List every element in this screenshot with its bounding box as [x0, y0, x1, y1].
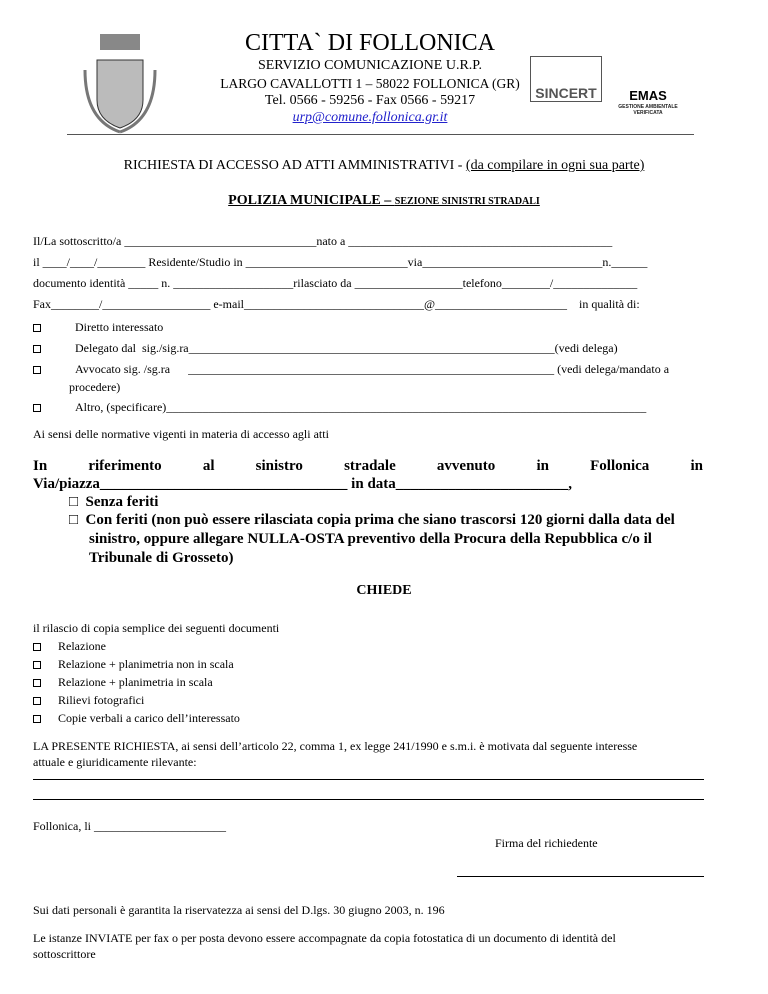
signature-label: Firma del richiedente — [495, 836, 598, 850]
place-date[interactable]: Follonica, li ______________________ — [33, 819, 226, 833]
field-line[interactable]: Fax________/__________________ e-mail______________________________@______________________ in qualità di: — [33, 297, 640, 311]
service-name: SERVIZIO COMUNICAZIONE U.R.P. — [257, 58, 483, 73]
emas-logo: EMAS — [629, 88, 667, 103]
sincert-logo: SINCERT — [530, 56, 602, 102]
role-label: procedere) — [69, 380, 121, 394]
phone: Tel. 0566 - 59256 - Fax 0566 - 59217 — [264, 93, 476, 108]
option-injuries[interactable]: □ Con feriti (non può essere rilasciata copia prima che siano trascorsi 120 giorni dalla data del — [69, 512, 675, 528]
doc-label: Rilievi fotografici — [58, 693, 145, 707]
interest-line[interactable] — [33, 779, 704, 780]
doc-label: Relazione — [58, 639, 106, 653]
interest-line[interactable] — [33, 799, 704, 800]
footer-note: sottoscrittore — [33, 947, 96, 961]
section-title: POLIZIA MUNICIPALE – SEZIONE SINISTRI STRADALI — [228, 193, 540, 208]
option-no-injuries[interactable]: □ Senza feriti — [69, 494, 159, 510]
option-injuries-cont: sinistro, oppure allegare NULLA-OSTA preventivo della Procura della Repubblica c/o il — [89, 531, 652, 547]
role-label: Altro, (specificare)________________________________________________________________________________ — [75, 400, 647, 414]
request-title: RICHIESTA DI ACCESSO AD ATTI AMMINISTRATIVI - (da compilare in ogni sua parte) — [123, 158, 645, 173]
footer-note: Le istanze INVIATE per fax o per posta devono essere accompagnate da copia fotostatica di un documento di identità del — [33, 931, 616, 945]
emas-subtitle: GESTIONE AMBIENTALE VERIFICATA — [618, 104, 678, 116]
role-label: Diretto interessato — [75, 320, 164, 334]
doc-label: Copie verbali a carico dell’interessato — [58, 711, 240, 725]
doc-label: Relazione + planimetria non in scala — [58, 657, 234, 671]
header-divider — [67, 134, 694, 135]
signature-line[interactable] — [457, 876, 704, 877]
checkbox[interactable] — [33, 404, 41, 412]
interest-text: LA PRESENTE RICHIESTA, ai sensi dell’articolo 22, comma 1, ex legge 241/1990 e s.m.i. è motivata dal seguente interesse — [33, 739, 638, 753]
chiede-heading: CHIEDE — [356, 583, 412, 598]
checkbox[interactable] — [33, 643, 41, 651]
docs-intro: il rilascio di copia semplice dei seguenti documenti — [33, 621, 280, 635]
city-title: CITTA` DI FOLLONICA — [244, 30, 496, 56]
interest-text: attuale e giuridicamente rilevante: — [33, 755, 197, 769]
role-label: Avvocato sig. /sg.ra _____________________________________________________________ (vedi delega/mandato a — [75, 362, 670, 376]
option-injuries-cont: Tribunale di Grosseto) — [89, 550, 234, 566]
address: LARGO CAVALLOTTI 1 – 58022 FOLLONICA (GR) — [220, 76, 520, 91]
email-link[interactable]: urp@comune.follonica.gr.it — [292, 110, 448, 125]
checkbox[interactable] — [33, 697, 41, 705]
checkbox[interactable] — [33, 324, 41, 332]
field-line[interactable]: Il/La sottoscritto/a ________________________________nato a ____________________________________________ — [33, 234, 613, 248]
checkbox[interactable] — [33, 366, 41, 374]
field-line[interactable]: il ____/____/________ Residente/Studio in ___________________________via______________________________n.______ — [33, 255, 648, 269]
coat-of-arms-logo — [75, 30, 165, 140]
role-label: Delegato dal sig./sig.ra_____________________________________________________________(vedi delega) — [75, 341, 618, 355]
incident-location[interactable]: Via/piazza_________________________________ in data_______________________, — [33, 476, 573, 492]
checkbox[interactable] — [33, 679, 41, 687]
checkbox[interactable] — [33, 661, 41, 669]
privacy-note: Sui dati personali è garantita la riservatezza ai sensi del D.lgs. 30 giugno 2003, n. 196 — [33, 903, 445, 917]
field-line[interactable]: documento identità _____ n. ____________________rilasciato da __________________telefono________/______________ — [33, 276, 638, 290]
incident-line: In riferimento al sinistro stradale avvenuto in Follonica in — [33, 458, 703, 474]
doc-label: Relazione + planimetria in scala — [58, 675, 213, 689]
norm-text: Ai sensi delle normative vigenti in materia di accesso agli atti — [33, 427, 329, 441]
checkbox[interactable] — [33, 715, 41, 723]
checkbox[interactable] — [33, 345, 41, 353]
